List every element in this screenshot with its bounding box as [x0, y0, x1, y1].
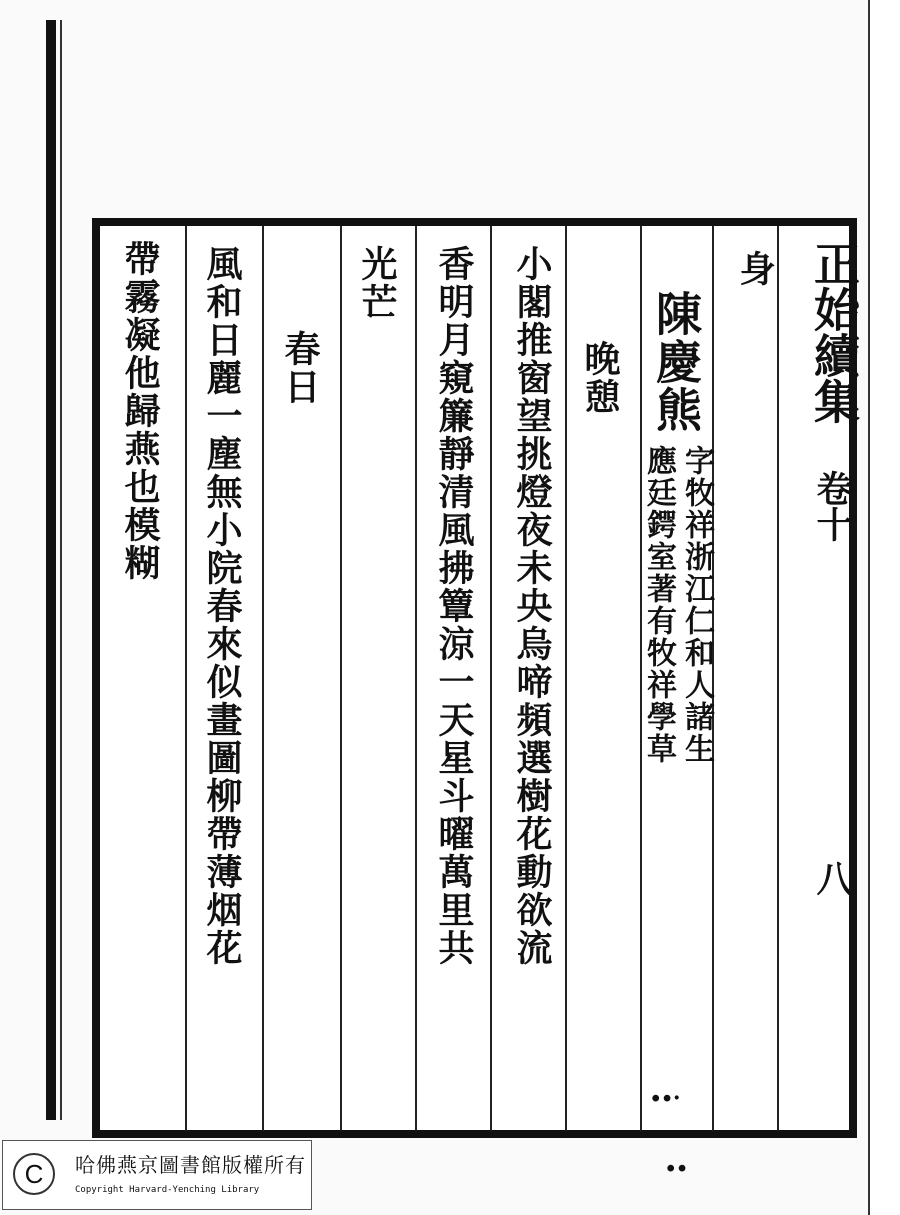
column-rule — [565, 226, 567, 1131]
column-rule — [777, 226, 779, 1131]
page-number: 八 — [811, 860, 853, 896]
ink-marks: ∙∙· — [650, 1085, 681, 1111]
text-column-4: 小閣推窗望挑燈夜未央烏啼頻選樹花動欲流 — [511, 245, 553, 967]
author-name: 陳慶熊 — [649, 290, 703, 434]
copyright-stamp — [2, 1140, 312, 1210]
text-column-9: 帶霧凝他歸燕也模糊 — [119, 240, 161, 582]
poem-title-2: 春日 — [279, 330, 321, 406]
column-rule — [340, 226, 342, 1131]
binding-spine — [46, 20, 56, 1120]
copyright-icon: C — [13, 1153, 55, 1195]
text-column-6: 光芒 — [356, 245, 398, 321]
column-rule — [490, 226, 492, 1131]
copyright-text-en: Copyright Harvard-Yenching Library — [75, 1185, 260, 1195]
poem-title-1: 晚憩 — [579, 340, 621, 416]
volume-label: 卷十 — [811, 470, 853, 542]
author-note-a: 字牧祥浙江仁和人諸生 — [679, 445, 714, 765]
text-column-8: 風和日麗一塵無小院春來似畫圖柳帶薄烟花 — [201, 245, 243, 967]
page-edge — [868, 0, 900, 1215]
column-rule — [415, 226, 417, 1131]
author-note-b: 應廷鍔室著有牧祥學草 — [641, 445, 676, 765]
column-rule — [185, 226, 187, 1131]
copyright-text-cn: 哈佛燕京圖書館版權所有 — [75, 1153, 306, 1177]
ink-marks: ∙∙ — [665, 1155, 688, 1181]
text-column-1: 身 — [734, 250, 776, 288]
column-rule — [262, 226, 264, 1131]
binding-line — [60, 20, 62, 1120]
edge-title: 正始續集 — [807, 240, 861, 424]
text-column-5: 香明月窺簾靜清風拂簟涼一天星斗曜萬里共 — [433, 245, 475, 967]
